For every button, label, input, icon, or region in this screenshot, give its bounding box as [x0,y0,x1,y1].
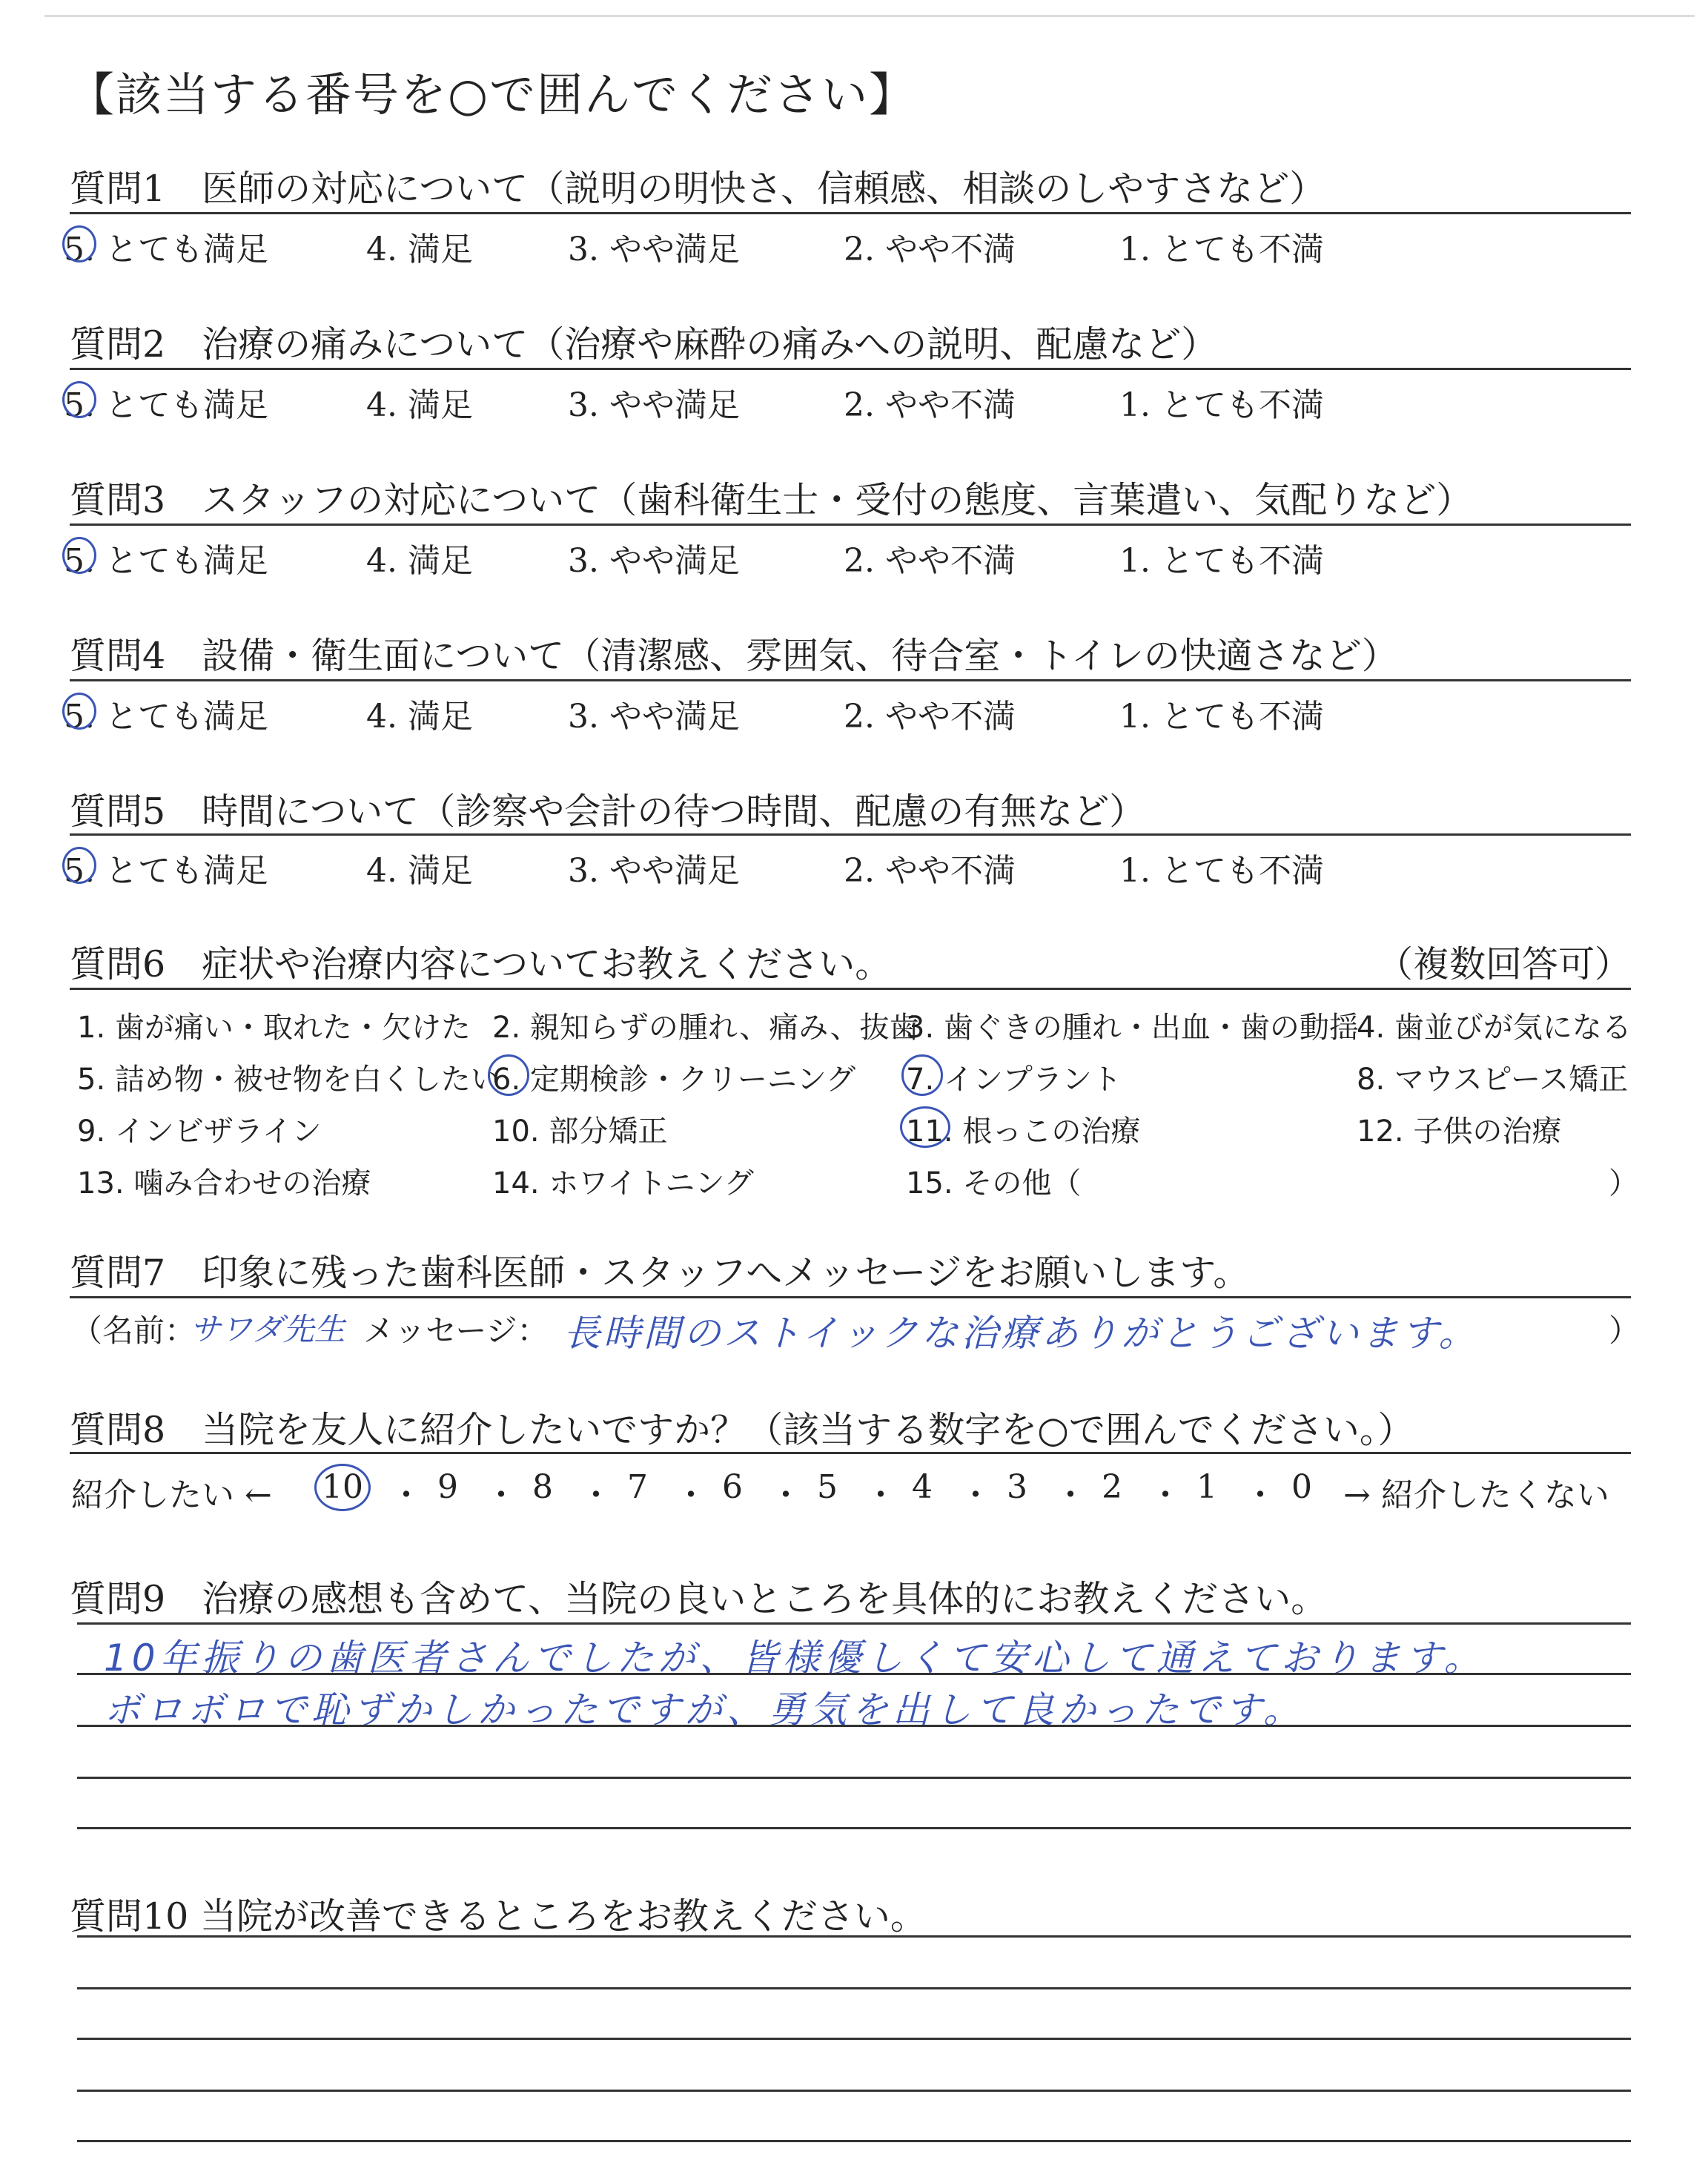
q6-item-10[interactable]: 10. 部分矯正 [492,1114,668,1149]
q8-scale: 紹介したい ← 10 ・ 9 ・ 8 ・ 7 ・ 6 ・ 5 ・ 4 ・ 3 ・ 2 ・ 1 ・ 0 → 紹介したくない [71,1468,1628,1513]
q10-line [77,1935,1631,1938]
q5-option-4[interactable]: 4. 満足 [366,852,473,890]
q9-line [77,1725,1631,1727]
q9-line [77,1777,1631,1779]
q5-option-1[interactable]: 1. とても不満 [1119,852,1324,890]
q6-item-9[interactable]: 9. インビザライン [77,1114,322,1149]
question-3-rule [70,524,1631,526]
question-6-rule [70,988,1631,990]
q8-sep: ・ [769,1476,802,1514]
q8-sep: ・ [864,1476,897,1514]
question-5-rule [70,833,1631,836]
q6-item-3[interactable]: 3. 歯ぐきの腫れ・出血・歯の動揺 [906,1011,1359,1045]
q8-value-8[interactable]: 8 [532,1468,553,1506]
question-7-title: 質問7 印象に残った歯科医師・スタッフへメッセージをお願いします。 [70,1252,1250,1294]
q7-name-value[interactable]: サワダ先生 [190,1311,345,1347]
q9-answer-line-2[interactable]: ボロボロで恥ずかしかったですが、勇気を出して良かったです。 [104,1688,1305,1731]
question-1-title: 質問1 医師の対応について（説明の明快さ、信頼感、相談のしやすさなど） [70,168,1326,210]
instruction-header: 【該当する番号を○で囲んでください】 [68,67,917,122]
q2-option-1[interactable]: 1. とても不満 [1119,386,1324,424]
q1-option-1[interactable]: 1. とても不満 [1119,231,1324,268]
q6-item-4[interactable]: 4. 歯並びが気になる [1357,1011,1632,1045]
q3-option-2[interactable]: 2. やや不満 [844,542,1016,580]
q4-option-2[interactable]: 2. やや不満 [844,698,1016,736]
q8-sep: ・ [675,1476,707,1514]
question-9-title: 質問9 治療の感想も含めて、当院の良いところを具体的にお教えください。 [70,1578,1328,1620]
q8-value-7[interactable]: 7 [627,1468,648,1506]
q8-value-0[interactable]: 0 [1291,1468,1312,1506]
question-4-rule [70,679,1631,681]
q6-item-12[interactable]: 12. 子供の治療 [1357,1114,1562,1149]
question-6-note: （複数回答可） [1376,943,1631,985]
q2-option-5[interactable]: 5. とても満足 [64,378,268,426]
q4-option-4[interactable]: 4. 満足 [366,698,473,736]
q8-value-6[interactable]: 6 [722,1468,743,1506]
q6-item-5[interactable]: 5. 詰め物・被せ物を白くしたい [77,1063,500,1097]
q8-sep: ・ [1149,1476,1182,1514]
q8-value-9[interactable]: 9 [437,1468,458,1506]
question-10-title: 質問10 当院が改善できるところをお教えください。 [70,1895,927,1938]
q2-option-3[interactable]: 3. やや満足 [568,386,740,424]
q2-option-2[interactable]: 2. やや不満 [844,386,1016,424]
question-8-title: 質問8 当院を友人に紹介したいですか？（該当する数字を○で囲んでください。） [70,1409,1414,1451]
q8-value-5[interactable]: 5 [817,1468,838,1506]
q6-item-15[interactable]: 15. その他（ [906,1166,1082,1200]
q10-line [77,2090,1631,2092]
question-8-rule [70,1452,1631,1454]
question-4-title: 質問4 設備・衛生面について（清潔感、雰囲気、待合室・トイレの快適さなど） [70,635,1398,677]
q3-option-5[interactable]: 5. とても満足 [64,534,268,581]
question-1-rule [70,212,1631,214]
q3-option-3[interactable]: 3. やや満足 [568,542,740,580]
q9-line [77,1673,1631,1675]
q8-value-3[interactable]: 3 [1007,1468,1027,1506]
q8-value-1[interactable]: 1 [1196,1468,1217,1506]
q10-line [77,2140,1631,2142]
q2-option-4[interactable]: 4. 満足 [366,386,473,424]
q4-option-5[interactable]: 5. とても満足 [64,690,268,737]
q10-line [77,1987,1631,1989]
q9-line [77,1622,1631,1625]
q9-answer-line-1[interactable]: 10年振りの歯医者さんでしたが、皆様優しくて安心して通えております。 [104,1636,1486,1680]
q6-item-2[interactable]: 2. 親知らずの腫れ、痛み、抜歯 [492,1011,919,1045]
q7-name-label: （名前： [71,1312,196,1349]
q8-sep: ・ [1244,1476,1277,1514]
q10-line [77,2038,1631,2040]
question-7-rule [70,1296,1631,1298]
q6-item-7[interactable]: 7. インプラント [906,1056,1122,1098]
q5-option-3[interactable]: 3. やや満足 [568,852,740,890]
question-2-rule [70,368,1631,370]
q8-sep: ・ [390,1476,423,1514]
q1-option-5[interactable]: 5. とても満足 [64,222,268,270]
question-2-title: 質問2 治療の痛みについて（治療や麻酔の痛みへの説明、配慮など） [70,323,1218,366]
q6-item-15-close: ） [1609,1166,1638,1200]
question-5-title: 質問5 時間について（診察や会計の待つ時間、配慮の有無など） [70,790,1146,833]
q6-item-8[interactable]: 8. マウスピース矯正 [1357,1063,1629,1097]
q6-item-14[interactable]: 14. ホワイトニング [492,1166,754,1200]
question-6-title: 質問6 症状や治療内容についてお教えください。 [70,943,892,985]
q4-option-1[interactable]: 1. とても不満 [1119,698,1324,736]
q8-sep: ・ [580,1476,612,1514]
q8-value-4[interactable]: 4 [912,1468,933,1506]
q8-sep: ・ [485,1476,517,1514]
q3-option-1[interactable]: 1. とても不満 [1119,542,1324,580]
top-border [44,15,1695,17]
q6-item-11[interactable]: 11. 根っこの治療 [906,1108,1140,1150]
q6-item-1[interactable]: 1. 歯が痛い・取れた・欠けた [77,1011,471,1045]
q8-sep: ・ [1054,1476,1087,1514]
q5-option-2[interactable]: 2. やや不満 [844,852,1016,890]
q9-line [77,1827,1631,1829]
q1-option-3[interactable]: 3. やや満足 [568,231,740,268]
q6-item-6[interactable]: 6. 定期検診・クリーニング [492,1056,855,1098]
q8-value-2[interactable]: 2 [1102,1468,1122,1506]
q4-option-3[interactable]: 3. やや満足 [568,698,740,736]
q5-option-5[interactable]: 5. とても満足 [64,844,268,891]
q7-message-label: メッセージ： [363,1312,549,1349]
q7-message-value[interactable]: 長時間のストイックな治療ありがとうございます。 [563,1312,1479,1355]
q6-item-13[interactable]: 13. 噛み合わせの治療 [77,1166,371,1200]
q1-option-4[interactable]: 4. 満足 [366,231,473,268]
question-3-title: 質問3 スタッフの対応について（歯科衛生士・受付の態度、言葉遣い、気配りなど） [70,479,1473,521]
q1-option-2[interactable]: 2. やや不満 [844,231,1016,268]
q8-sep: ・ [959,1476,992,1514]
q8-right-label: → 紹介したくない [1343,1476,1609,1514]
q3-option-4[interactable]: 4. 満足 [366,542,473,580]
q7-close-paren: ） [1609,1312,1641,1349]
q8-left-label: 紹介したい ← [71,1476,272,1514]
